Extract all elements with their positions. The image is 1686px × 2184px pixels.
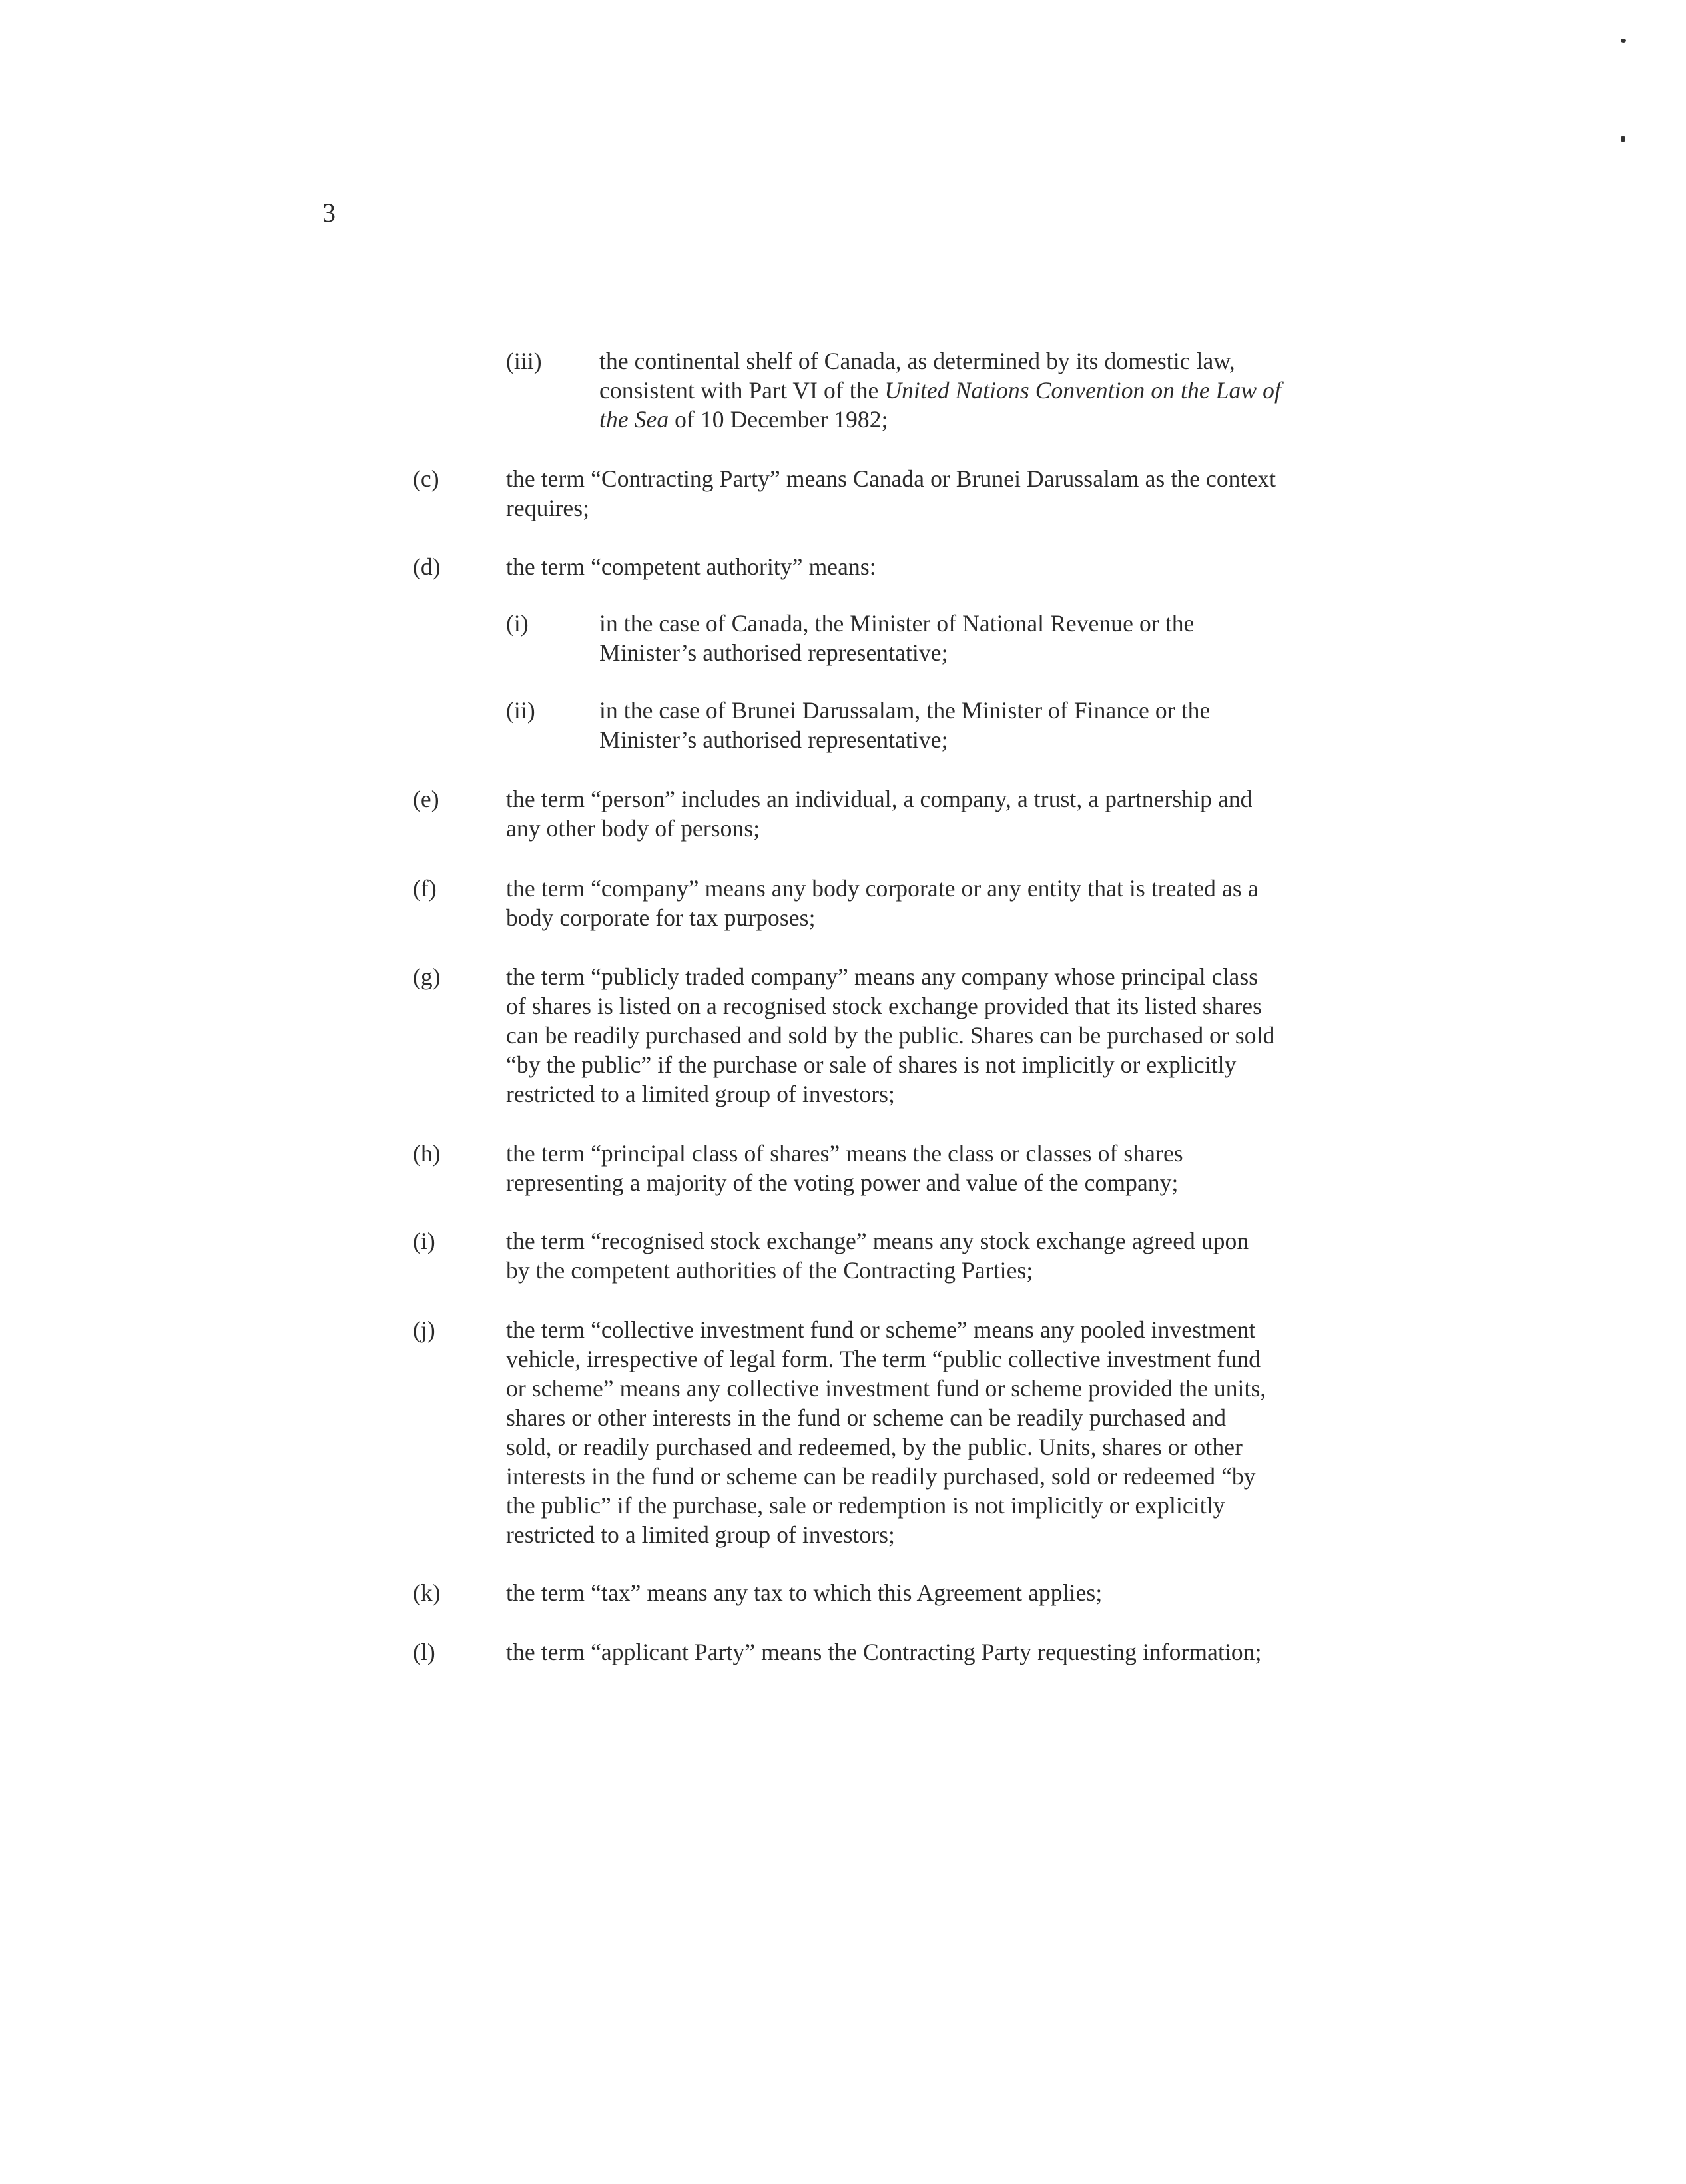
clause-line: in the case of Canada, the Minister of National Revenue or the — [599, 610, 1195, 637]
clause-text — [506, 552, 876, 581]
clause-text — [506, 1637, 1262, 1667]
clause-label: (j) — [413, 1316, 435, 1343]
clause-line: or scheme” means any collective investment fund or scheme provided the units, — [506, 1375, 1266, 1402]
clause-text — [599, 346, 1281, 434]
clause-text — [506, 1227, 1249, 1285]
clause-label: (l) — [413, 1639, 435, 1665]
clause-line: any other body of persons; — [506, 815, 760, 842]
page-number: 3 — [322, 198, 336, 228]
clause-line: Minister’s authorised representative; — [599, 726, 948, 753]
clause-line: the term “Contracting Party” means Canada or Brunei Darussalam as the context — [506, 465, 1276, 492]
clause-line — [599, 376, 1281, 405]
clause-line-part: consistent with Part VI of the — [599, 377, 885, 404]
clause-text — [506, 464, 1276, 523]
clause-line: the term “tax” means any tax to which this Agreement applies; — [506, 1579, 1103, 1606]
clause-line: restricted to a limited group of investors; — [506, 1521, 896, 1548]
clause-label: (f) — [413, 875, 437, 902]
clause-text — [506, 874, 1259, 932]
clause-label: (i) — [506, 610, 529, 637]
clause-text — [599, 609, 1194, 667]
clause-line: the term “publicly traded company” means any company whose principal class — [506, 963, 1259, 990]
clause-label: (i) — [413, 1228, 435, 1254]
clause-line-part: of 10 December 1982; — [669, 406, 888, 433]
clause-line: the term “collective investment fund or scheme” means any pooled investment — [506, 1316, 1256, 1343]
clause-line: the term “principal class of shares” means the class or classes of shares — [506, 1140, 1183, 1167]
clause-label: (ii) — [506, 697, 535, 724]
clause-line: vehicle, irrespective of legal form. The term “public collective investment fund — [506, 1346, 1261, 1372]
clause-label: (c) — [413, 465, 439, 492]
clause-line: Minister’s authorised representative; — [599, 639, 948, 666]
clause-text — [506, 1139, 1183, 1197]
clause-text — [506, 1315, 1266, 1549]
clause-line: body corporate for tax purposes; — [506, 904, 816, 931]
clause-line: can be readily purchased and sold by the public. Shares can be purchased or sold — [506, 1022, 1275, 1049]
clause-label: (k) — [413, 1579, 441, 1606]
convention-title: United Nations Convention on the Law of — [884, 377, 1281, 404]
clause-text — [506, 962, 1274, 1109]
clause-line: the term “company” means any body corporate or any entity that is treated as a — [506, 875, 1259, 902]
clause-line: the public” if the purchase, sale or redemption is not implicitly or explicitly — [506, 1492, 1225, 1519]
clause-line — [599, 405, 1281, 434]
clause-line: sold, or readily purchased and redeemed, by the public. Units, shares or other — [506, 1434, 1243, 1460]
clause-line: restricted to a limited group of investors; — [506, 1081, 896, 1107]
scan-speck — [1621, 39, 1626, 43]
clause-line: by the competent authorities of the Contracting Parties; — [506, 1257, 1033, 1284]
clause-line: the term “applicant Party” means the Contracting Party requesting information; — [506, 1639, 1262, 1665]
clause-line: of shares is listed on a recognised stock exchange provided that its listed shares — [506, 993, 1263, 1019]
scan-speck — [1621, 136, 1625, 142]
clause-label: (d) — [413, 553, 441, 580]
clause-text — [506, 1578, 1102, 1607]
clause-line: representing a majority of the voting power and value of the company; — [506, 1169, 1179, 1196]
clause-label: (e) — [413, 786, 439, 812]
clause-label: (g) — [413, 963, 441, 990]
clause-line: in the case of Brunei Darussalam, the Minister of Finance or the — [599, 697, 1211, 724]
clause-line: the continental shelf of Canada, as determined by its domestic law, — [599, 348, 1235, 374]
clause-line: the term “person” includes an individual, a company, a trust, a partnership and — [506, 786, 1253, 812]
clause-text — [599, 696, 1210, 754]
clause-label: (iii) — [506, 348, 542, 374]
clause-line: “by the public” if the purchase or sale of shares is not implicitly or explicitly — [506, 1051, 1237, 1078]
clause-line: the term “recognised stock exchange” means any stock exchange agreed upon — [506, 1228, 1249, 1254]
clause-label: (h) — [413, 1140, 441, 1167]
clause-line: requires; — [506, 495, 590, 521]
clause-line: the term “competent authority” means: — [506, 553, 876, 580]
clause-line: shares or other interests in the fund or scheme can be readily purchased and — [506, 1404, 1227, 1431]
convention-title: the Sea — [599, 406, 669, 433]
clause-line: interests in the fund or scheme can be readily purchased, sold or redeemed “by — [506, 1463, 1256, 1490]
clause-text — [506, 784, 1253, 843]
